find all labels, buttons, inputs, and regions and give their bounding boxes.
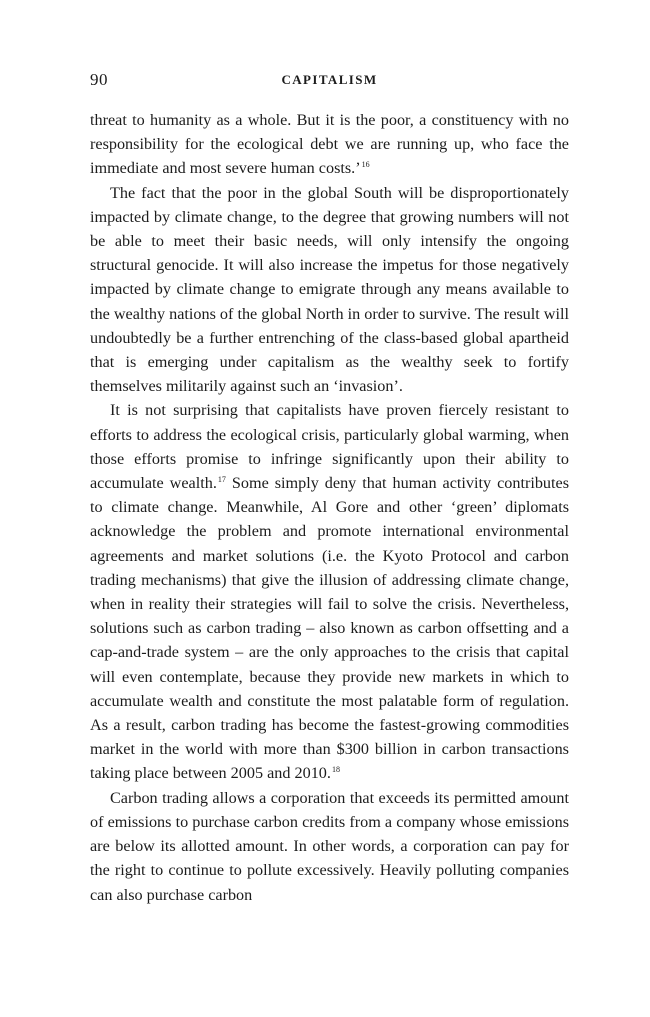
- paragraph-text-continued: Some simply deny that human activity contributes to climate change. Meanwhile, Al Gore and other ‘green’ diplomats acknowledge the problem and promote international environmental agreements and market solutions (i.e. the Kyoto Protocol and carbon trading mechanisms) that give the illusion of addressing climate change, when in reality their strategies will fail to solve the crisis. Nevertheless, solutions such as carbon trading – also known as carbon offsetting and a cap-and-trade system – are the only approaches to the crisis that capital will even contemplate, because they provide new markets in which to accumulate wealth and constitute the most palatable form of regulation. As a result, carbon trading has become the fastest-growing commodities market in the world with more than $300 billion in carbon transactions taking place between 2005 and 2010.: [90, 474, 569, 783]
- running-head: [90, 70, 569, 94]
- running-title: CAPITALISM: [281, 72, 378, 87]
- footnote-marker-18: 18: [331, 765, 340, 775]
- paragraph-continuation: [90, 108, 569, 181]
- paragraph-text: The fact that the poor in the global South will be disproportionately impacted by climate change, to the degree that growing numbers will not be able to meet their basic needs, will only intensify the ongoing structural genocide. It will also increase the impetus for those negatively impacted by climate change to emigrate through any means available to the wealthy nations of the global North in order to survive. The result will undoubtedly be a further entrenching of the class-based global apartheid that is emerging under capitalism as the wealthy seek to fortify themselves militarily against such an ‘invasion’.: [90, 183, 569, 396]
- paragraph-text: It is not surprising that capitalists have proven fiercely resistant to efforts to address the ecological crisis, particularly global warming, when those efforts promise to infringe significantly upon their ability to accumulate wealth.: [90, 401, 569, 493]
- footnote-marker-16: 16: [361, 160, 370, 170]
- paragraph-capitalist-resistance: [90, 398, 569, 785]
- body-text: [90, 108, 569, 907]
- book-page: [90, 70, 569, 907]
- footnote-marker-17: 17: [217, 475, 226, 485]
- paragraph-carbon-trading: [90, 786, 569, 907]
- paragraph-global-south: [90, 181, 569, 399]
- page-number: 90: [90, 70, 108, 89]
- paragraph-text: Carbon trading allows a corporation that exceeds its permitted amount of emissions to purchase carbon credits from a company whose emissions are below its allotted amount. In other words, a corporation can pay for the right to continue to pollute excessively. Heavily polluting companies can also purchase carbon: [90, 788, 569, 904]
- paragraph-text: threat to humanity as a whole. But it is the poor, a constituency with no responsibility for the ecological debt we are running up, who face the immediate and most severe human costs.’: [90, 111, 569, 178]
